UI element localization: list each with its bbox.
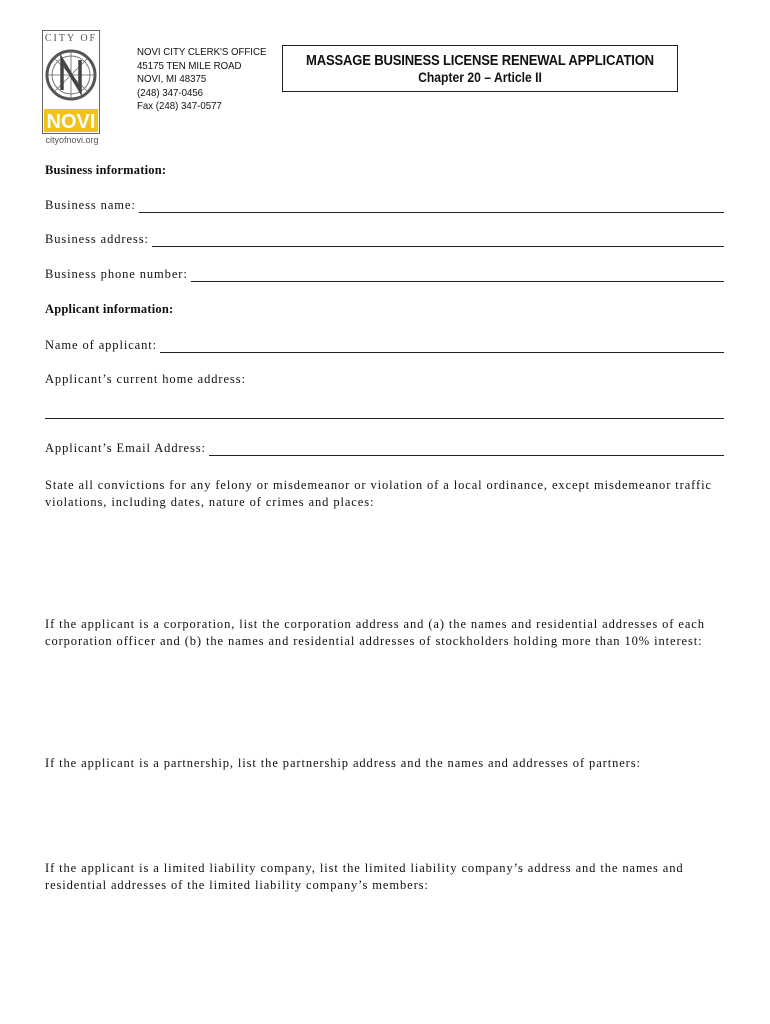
applicant-home-address-field	[45, 372, 724, 387]
office-phone: (248) 347-0456	[137, 86, 204, 99]
business-name-field[interactable]	[45, 198, 724, 213]
office-name: NOVI CITY CLERK'S OFFICE	[137, 46, 267, 58]
applicant-home-address-line[interactable]	[45, 406, 724, 419]
convictions-question: State all convictions for any felony or misdemeanor or violation of a local ordinance, except misdemeanor traffic violations, including dates, nature of crimes and places:	[45, 478, 712, 509]
document-title-box	[282, 45, 678, 92]
applicant-name-field[interactable]	[45, 338, 724, 353]
business-address-line[interactable]	[152, 234, 724, 247]
document-subtitle: Chapter 20 – Article II	[418, 70, 542, 85]
business-phone-field[interactable]	[45, 267, 724, 282]
business-name-label: Business name:	[45, 198, 136, 212]
office-street: 45175 TEN MILE ROAD	[137, 59, 242, 72]
business-phone-line[interactable]	[191, 269, 724, 282]
logo-name: NOVI	[46, 111, 96, 133]
business-address-field[interactable]	[45, 232, 724, 247]
business-phone-label: Business phone number:	[45, 267, 188, 281]
business-address-label: Business address:	[45, 232, 149, 246]
corporation-question: If the applicant is a corporation, list the corporation address and (a) the names and residential addresses of each corporation officer and (b) the names and residential addresses of stockholders holding more than 10% interest:	[45, 617, 705, 648]
applicant-email-field[interactable]	[45, 441, 724, 456]
logo-url: cityofnovi.org	[45, 135, 99, 145]
applicant-name-label: Name of applicant:	[45, 338, 157, 352]
applicant-email-line[interactable]	[209, 443, 724, 456]
office-fax: Fax (248) 347-0577	[137, 100, 222, 112]
city-of-novi-logo	[42, 30, 100, 134]
office-address	[137, 46, 266, 114]
business-section-heading: Business information:	[45, 163, 167, 177]
business-name-line[interactable]	[139, 200, 724, 213]
office-city: NOVI, MI 48375	[137, 73, 207, 85]
logo-ring-text: CITY OF	[44, 33, 98, 44]
partnership-question: If the applicant is a partnership, list the partnership address and the names and addresses of partners:	[45, 756, 641, 770]
document-title: MASSAGE BUSINESS LICENSE RENEWAL APPLICATION	[306, 53, 654, 69]
applicant-home-address-label: Applicant’s current home address:	[45, 372, 246, 386]
applicant-email-label: Applicant’s Email Address:	[45, 441, 206, 455]
applicant-section-heading: Applicant information:	[45, 302, 174, 316]
applicant-name-line[interactable]	[160, 340, 724, 353]
llc-question: If the applicant is a limited liability company, list the limited liability company’s address and the names and residential addresses of the limited liability company’s members:	[45, 861, 684, 892]
